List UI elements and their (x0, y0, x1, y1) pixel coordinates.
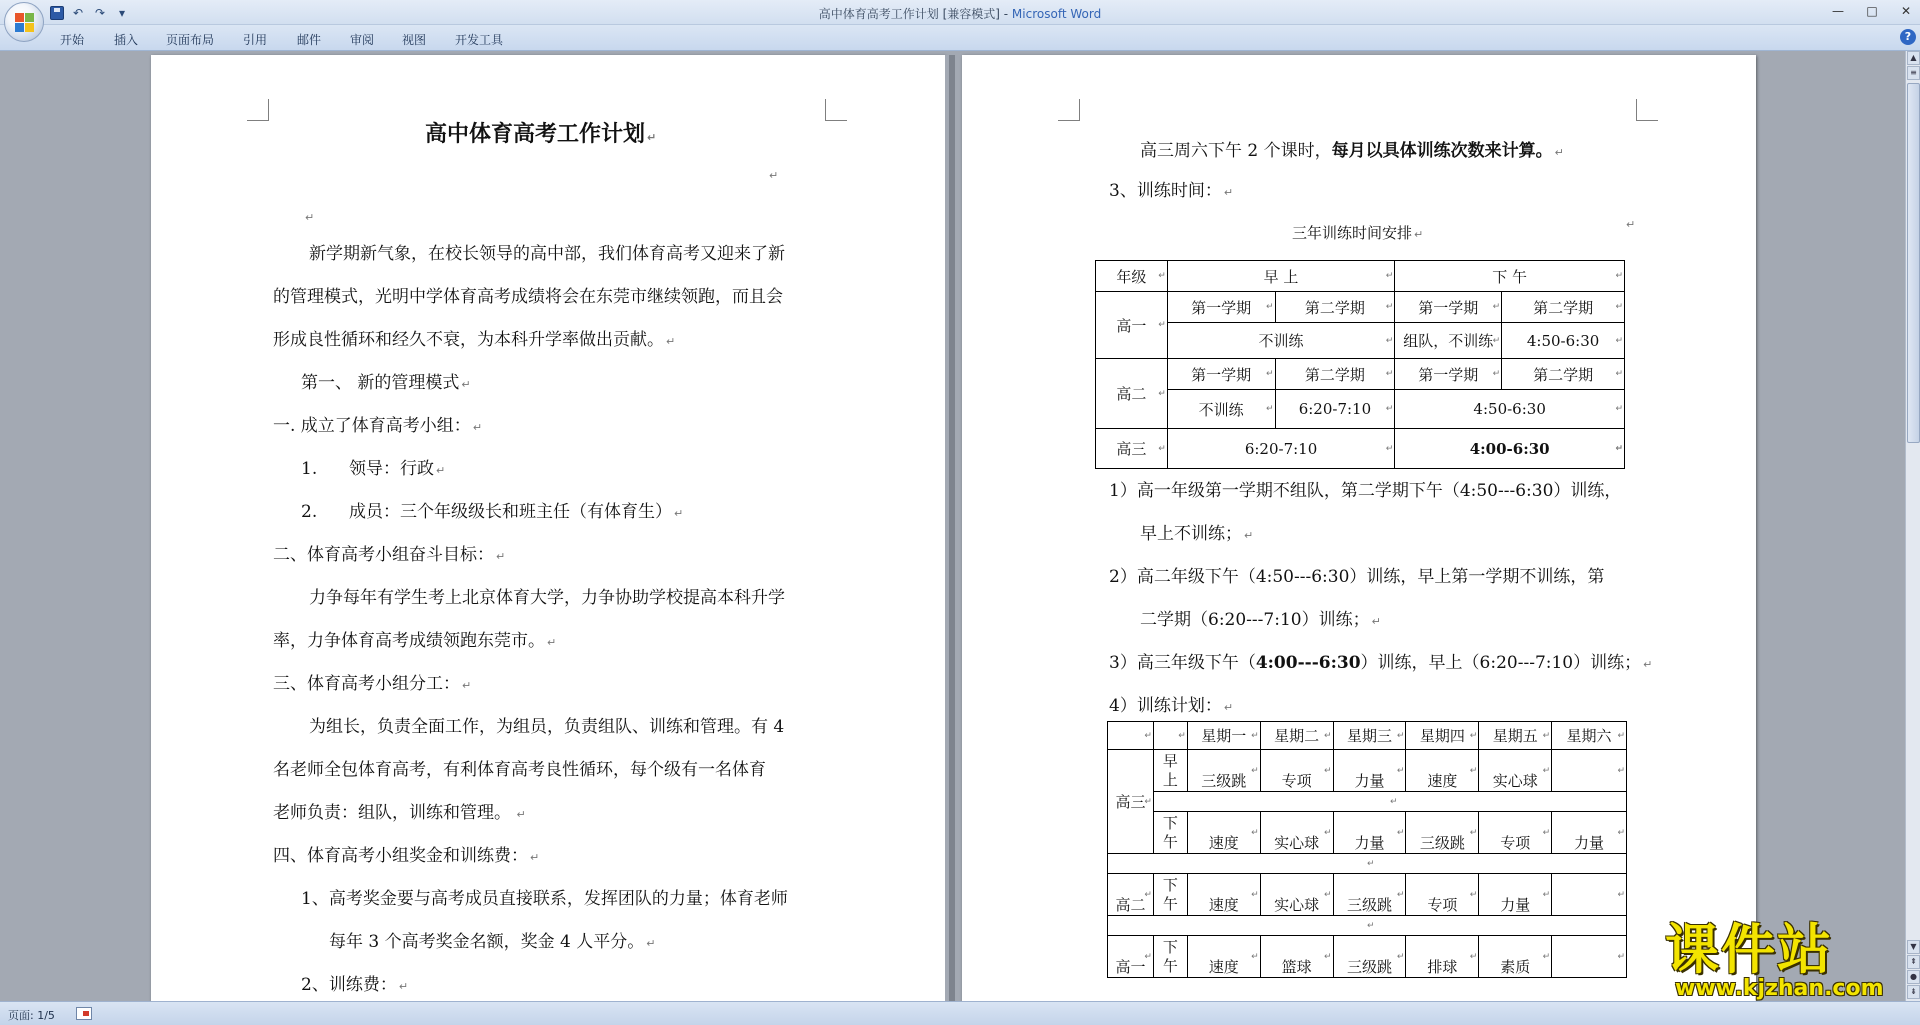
previous-page-button[interactable]: ⇞ (1907, 955, 1920, 969)
window-controls (1828, 2, 1916, 20)
tab-home[interactable]: 开始 (60, 33, 85, 47)
table-cell: 第一学期 ↵ (1167, 292, 1275, 323)
table-cell: ↵ (1552, 874, 1627, 916)
proofing-icon[interactable] (76, 1007, 92, 1020)
window-title (0, 5, 1920, 22)
document-title: 高中体育高考工作计划 [兼容模式] - (818, 7, 1012, 21)
table-cell: 三级跳 ↵ (1333, 936, 1406, 978)
margin-corner-mark (825, 99, 847, 121)
title-bar (0, 0, 1920, 25)
day-header: 星期六 ↵ (1552, 722, 1627, 750)
table-cell: 三级跳 ↵ (1187, 750, 1260, 792)
margin-corner-mark (247, 99, 269, 121)
minimize-button[interactable]: — (1832, 4, 1844, 18)
margin-corner-mark (1636, 99, 1658, 121)
list-item-1-number: 1. (301, 459, 318, 479)
note-1-line-2: 早上不训练； ↵ (1140, 524, 1254, 544)
table-cell: 第二学期 ↵ (1275, 292, 1395, 323)
division-line-3: 老师负责：组队，训练和管理。 ↵ (273, 803, 526, 823)
note-3: 3）高三年级下午（4:00---6:30）训练，早上（6:20---7:10）训练； ↵ (1109, 653, 1653, 673)
table-cell: 专项 ↵ (1406, 874, 1479, 916)
document-area[interactable] (0, 51, 1905, 1001)
period-morning: 早 上 (1153, 750, 1187, 792)
spacer-row: ↵ (1153, 792, 1626, 812)
table-cell: 素质 ↵ (1479, 936, 1552, 978)
page-2[interactable] (962, 55, 1756, 1001)
fee-heading: 2、训练费： ↵ (301, 975, 409, 995)
day-header: 星期二 ↵ (1260, 722, 1333, 750)
table-cell: 不训练 ↵ (1167, 323, 1395, 359)
note-1-line-1: 1）高一年级第一学期不组队，第二学期下午（4:50---6:30）训练， (1109, 481, 1622, 501)
grade-g1: 高一 ↵ (1108, 936, 1154, 978)
table-cell: 实心球 ↵ (1260, 812, 1333, 854)
table-cell: 6:20-7:10 ↵ (1275, 390, 1395, 429)
paragraph-mark: ↵ (1626, 218, 1636, 231)
scroll-down-button[interactable]: ▼ (1907, 940, 1920, 954)
status-bar (0, 1001, 1920, 1025)
undo-icon[interactable]: ↶ (72, 5, 84, 20)
training-schedule-table (1095, 260, 1625, 469)
page-divider (949, 55, 955, 1001)
table-cell: 第一学期 ↵ (1395, 359, 1502, 390)
tab-references[interactable]: 引用 (243, 33, 268, 47)
intro-line-3: 形成良性循环和经久不衰，为本科升学率做出贡献。 ↵ (273, 330, 676, 350)
spacer-row: ↵ (1108, 916, 1627, 936)
note-2-line-2: 二学期（6:20---7:10）训练； ↵ (1140, 610, 1381, 630)
paragraph-mark: ↵ (305, 211, 315, 224)
customize-toolbar-icon[interactable]: ▾ (118, 5, 126, 20)
table-cell: 组队，不训练 ↵ (1395, 323, 1502, 359)
table-cell: 力量 ↵ (1552, 812, 1627, 854)
heading-2: 二、体育高考小组奋斗目标： ↵ (273, 545, 506, 565)
tab-view[interactable]: 视图 (402, 33, 427, 47)
table-cell: 6:20-7:10 ↵ (1167, 429, 1395, 469)
header-afternoon: 下 午 ↵ (1395, 261, 1625, 292)
intro-line-1: 新学期新气象，在校长领导的高中部，我们体育高考又迎来了新 (309, 244, 785, 264)
day-header: 星期五 ↵ (1479, 722, 1552, 750)
heading-4: 四、体育高考小组奖金和训练费： ↵ (273, 846, 540, 866)
day-header: 星期四 ↵ (1406, 722, 1479, 750)
table-cell: 速度 ↵ (1187, 812, 1260, 854)
division-line-1: 为组长，负责全面工作，为组员，负责组队、训练和管理。有 4 (309, 717, 785, 737)
table-cell: 速度 ↵ (1406, 750, 1479, 792)
table-cell: 速度 ↵ (1187, 874, 1260, 916)
table-cell: 三级跳 ↵ (1406, 812, 1479, 854)
table-cell: 专项 ↵ (1260, 750, 1333, 792)
table-cell: ↵ (1108, 722, 1154, 750)
table-cell: 力量 ↵ (1479, 874, 1552, 916)
margin-corner-mark (1058, 99, 1080, 121)
table-cell: 第一学期 ↵ (1167, 359, 1275, 390)
select-browse-object-button[interactable]: ● (1907, 970, 1920, 984)
note-2-line-1: 2）高二年级下午（4:50---6:30）训练，早上第一学期不训练，第 (1109, 567, 1605, 587)
period-afternoon: 下 午 (1153, 874, 1187, 916)
heading-1: 一. 成立了体育高考小组： ↵ (273, 416, 483, 436)
table-cell: ↵ (1552, 750, 1627, 792)
training-plan-heading: 4）训练计划： ↵ (1109, 696, 1234, 716)
office-button[interactable] (4, 2, 44, 42)
scroll-up-button[interactable]: ▲ (1907, 51, 1920, 65)
section-heading: 第一、 新的管理模式 ↵ (301, 373, 471, 393)
table-cell: 实心球 ↵ (1479, 750, 1552, 792)
table-cell: 三级跳 ↵ (1333, 874, 1406, 916)
table-cell: 篮球 ↵ (1260, 936, 1333, 978)
grade-g3: 高三 ↵ (1108, 750, 1154, 854)
tab-developer[interactable]: 开发工具 (455, 33, 504, 47)
schedule-note: 高三周六下午 2 个课时，每月以具体训练次数来计算。 ↵ (1140, 141, 1564, 161)
office-logo-icon (15, 13, 35, 33)
redo-icon[interactable]: ↷ (94, 5, 106, 20)
grade-g2: 高二 ↵ (1096, 359, 1168, 429)
table-cell: 第一学期 ↵ (1395, 292, 1502, 323)
spacer-row: ↵ (1108, 854, 1627, 874)
page-title: 高中体育高考工作计划 ↵ (425, 121, 657, 147)
day-header: 星期三 ↵ (1333, 722, 1406, 750)
intro-line-2: 的管理模式，光明中学体育高考成绩将会在东莞市继续领跑，而且会 (273, 287, 783, 307)
table-cell: ↵ (1552, 936, 1627, 978)
maximize-button[interactable]: □ (1866, 4, 1878, 18)
site-watermark (1665, 920, 1905, 1000)
tab-insert[interactable]: 插入 (114, 33, 139, 47)
period-afternoon: 下 午 (1153, 812, 1187, 854)
table-cell: 速度 ↵ (1187, 936, 1260, 978)
page-count[interactable]: 页面: 1/5 (8, 1009, 55, 1022)
next-page-button[interactable]: ⇟ (1907, 985, 1920, 999)
ruler-toggle-icon[interactable]: ≡ (1907, 66, 1920, 80)
header-morning: 早 上 ↵ (1167, 261, 1395, 292)
day-header: 星期一 ↵ (1187, 722, 1260, 750)
table1-caption: 三年训练时间安排 ↵ (1292, 224, 1424, 242)
table-cell: 第二学期 ↵ (1502, 292, 1625, 323)
training-plan-table (1107, 721, 1627, 978)
table-cell: 力量 ↵ (1333, 750, 1406, 792)
bonus-line-2: 每年 3 个高考奖金名额，奖金 4 人平分。 ↵ (329, 932, 656, 952)
scrollbar-thumb[interactable] (1907, 83, 1920, 443)
table-cell: 4:50-6:30 ↵ (1395, 390, 1625, 429)
division-line-2: 名老师全包体育高考，有利体育高考良性循环，每个级有一名体育 (273, 760, 766, 780)
grade-g1: 高一 ↵ (1096, 292, 1168, 359)
vertical-scrollbar[interactable] (1905, 51, 1920, 1001)
table-cell: 专项 ↵ (1479, 812, 1552, 854)
goal-line-2: 率，力争体育高考成绩领跑东莞市。 ↵ (273, 631, 557, 651)
period-afternoon: 下 午 (1153, 936, 1187, 978)
goal-line-1: 力争每年有学生考上北京体育大学，力争协助学校提高本科升学 (309, 588, 785, 608)
paragraph-mark: ↵ (769, 169, 779, 182)
bonus-line-1: 1、高考奖金要与高考成员直接联系，发挥团队的力量；体育老师 (301, 889, 788, 909)
table-cell: 4:50-6:30 ↵ (1502, 323, 1625, 359)
table-cell: 4:00-6:30 ↵ (1395, 429, 1625, 469)
close-button[interactable]: ✕ (1900, 4, 1912, 18)
table-cell: ↵ (1153, 722, 1187, 750)
page-1[interactable] (151, 55, 945, 1001)
table-cell: 不训练 ↵ (1167, 390, 1275, 429)
list-item-2-number: 2. (301, 502, 318, 522)
watermark-url: www.kjzhan.com (1675, 976, 1884, 1001)
grade-g2: 高二 ↵ (1108, 874, 1154, 916)
tab-mailings[interactable]: 邮件 (297, 33, 322, 47)
table-cell: 第二学期 ↵ (1502, 359, 1625, 390)
tab-page-layout[interactable]: 页面布局 (166, 33, 215, 47)
help-icon[interactable]: ? (1900, 29, 1916, 45)
list-item-1: 领导：行政 ↵ (349, 459, 446, 479)
table-cell: 第二学期 ↵ (1275, 359, 1395, 390)
ribbon-tabs (0, 25, 1920, 51)
table-cell: 排球 ↵ (1406, 936, 1479, 978)
watermark-logo-text: 课件站 (1665, 918, 1833, 981)
table-cell: 实心球 ↵ (1260, 874, 1333, 916)
header-grade: 年级 ↵ (1096, 261, 1168, 292)
table-cell: 力量 ↵ (1333, 812, 1406, 854)
tab-review[interactable]: 审阅 (350, 33, 375, 47)
grade-g3: 高三 ↵ (1096, 429, 1168, 469)
training-time-heading: 3、训练时间： ↵ (1109, 181, 1234, 201)
heading-3: 三、体育高考小组分工： ↵ (273, 674, 472, 694)
app-name: Microsoft Word (1011, 7, 1102, 21)
list-item-2: 成员：三个年级级长和班主任（有体育生） ↵ (349, 502, 684, 522)
